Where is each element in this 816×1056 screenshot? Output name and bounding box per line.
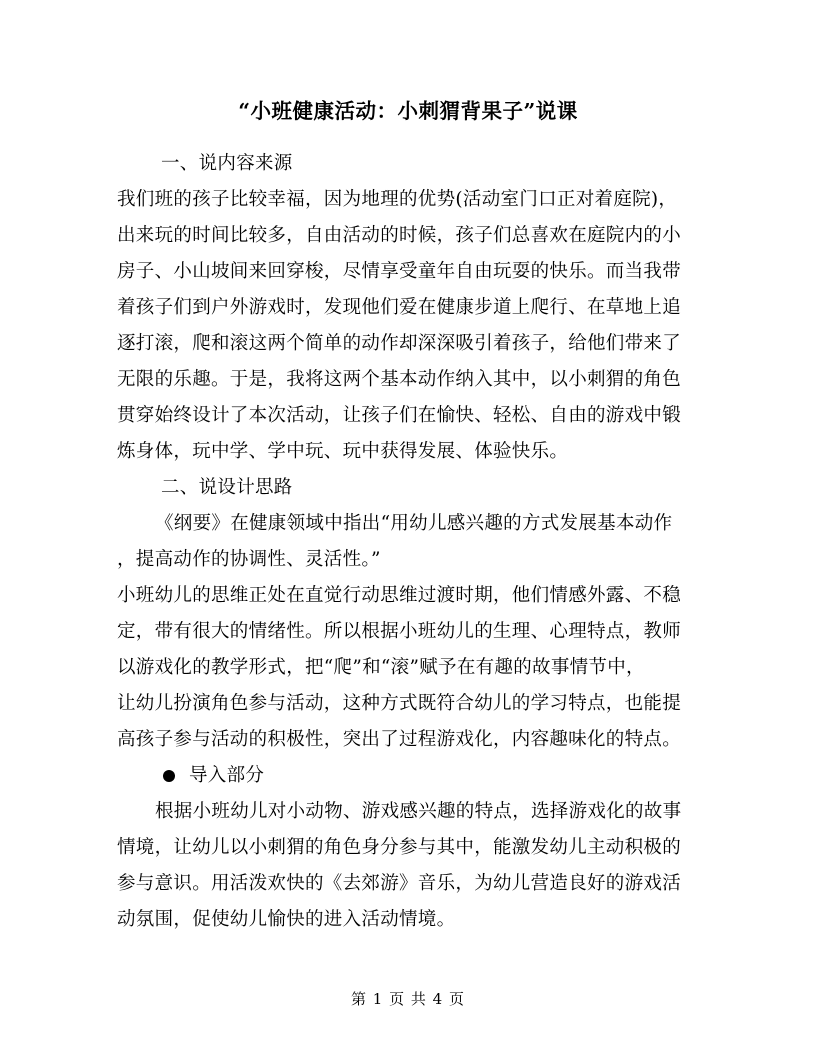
- paragraph-line: 定，带有很大的情绪性。所以根据小班幼儿的生理、心理特点，教师: [117, 621, 682, 642]
- paragraph-line: 根据小班幼儿对小动物、游戏感兴趣的特点，选择游戏化的故事: [155, 801, 682, 822]
- document-title: “小班健康活动：小刺猬背果子”说课: [238, 99, 578, 123]
- paragraph-line: 贯穿始终设计了本次活动，让孩子们在愉快、轻松、自由的游戏中锻: [117, 405, 682, 426]
- paragraph-line: 着孩子们到户外游戏时，发现他们爱在健康步道上爬行、在草地上追: [117, 297, 682, 318]
- paragraph-line: 《纲要》在健康领域中指出“用幼儿感兴趣的方式发展基本动作: [155, 513, 673, 534]
- document-body: [117, 146, 702, 938]
- paragraph-line: 出来玩的时间比较多，自由活动的时候，孩子们总喜欢在庭院内的小: [117, 225, 682, 246]
- section-heading-content-source: 一、说内容来源: [161, 153, 293, 174]
- paragraph-line: 无限的乐趣。于是，我将这两个基本动作纳入其中，以小刺猬的角色: [117, 369, 682, 390]
- paragraph-line: 以游戏化的教学形式，把“爬”和“滚”赋予在有趣的故事情节中，: [117, 657, 645, 678]
- page-number-footer: 第 1 页 共 4 页: [351, 990, 465, 1008]
- paragraph-line: 高孩子参与活动的积极性，突出了过程游戏化，内容趣味化的特点。: [117, 729, 682, 750]
- bullet-dot-icon: [163, 770, 175, 782]
- paragraph-line: 让幼儿扮演角色参与活动，这种方式既符合幼儿的学习特点，也能提: [117, 693, 682, 714]
- paragraph-line: 房子、小山坡间来回穿梭，尽情享受童年自由玩耍的快乐。而当我带: [117, 261, 682, 282]
- paragraph-line: ，提高动作的协调性、灵活性。”: [117, 549, 381, 570]
- bullet-heading-label: 导入部分: [189, 765, 265, 786]
- paragraph-line: 情境，让幼儿以小刺猬的角色身分参与其中，能激发幼儿主动积极的: [117, 837, 682, 858]
- section-heading-design-idea: 二、说设计思路: [161, 477, 293, 498]
- paragraph-line: 炼身体，玩中学、学中玩、玩中获得发展、体验快乐。: [117, 441, 569, 462]
- paragraph-line: 小班幼儿的思维正处在直觉行动思维过渡时期，他们情感外露、不稳: [117, 585, 682, 606]
- paragraph-line: 动氛围，促使幼儿愉快的进入活动情境。: [117, 909, 456, 930]
- paragraph-line: 我们班的孩子比较幸福，因为地理的优势(活动室门口正对着庭院)，: [117, 189, 678, 210]
- paragraph-line: 逐打滚，爬和滚这两个简单的动作却深深吸引着孩子，给他们带来了: [117, 333, 682, 354]
- bullet-heading-introduction: [117, 758, 702, 794]
- paragraph-line: 参与意识。用活泼欢快的《去郊游》音乐，为幼儿营造良好的游戏活: [117, 873, 682, 894]
